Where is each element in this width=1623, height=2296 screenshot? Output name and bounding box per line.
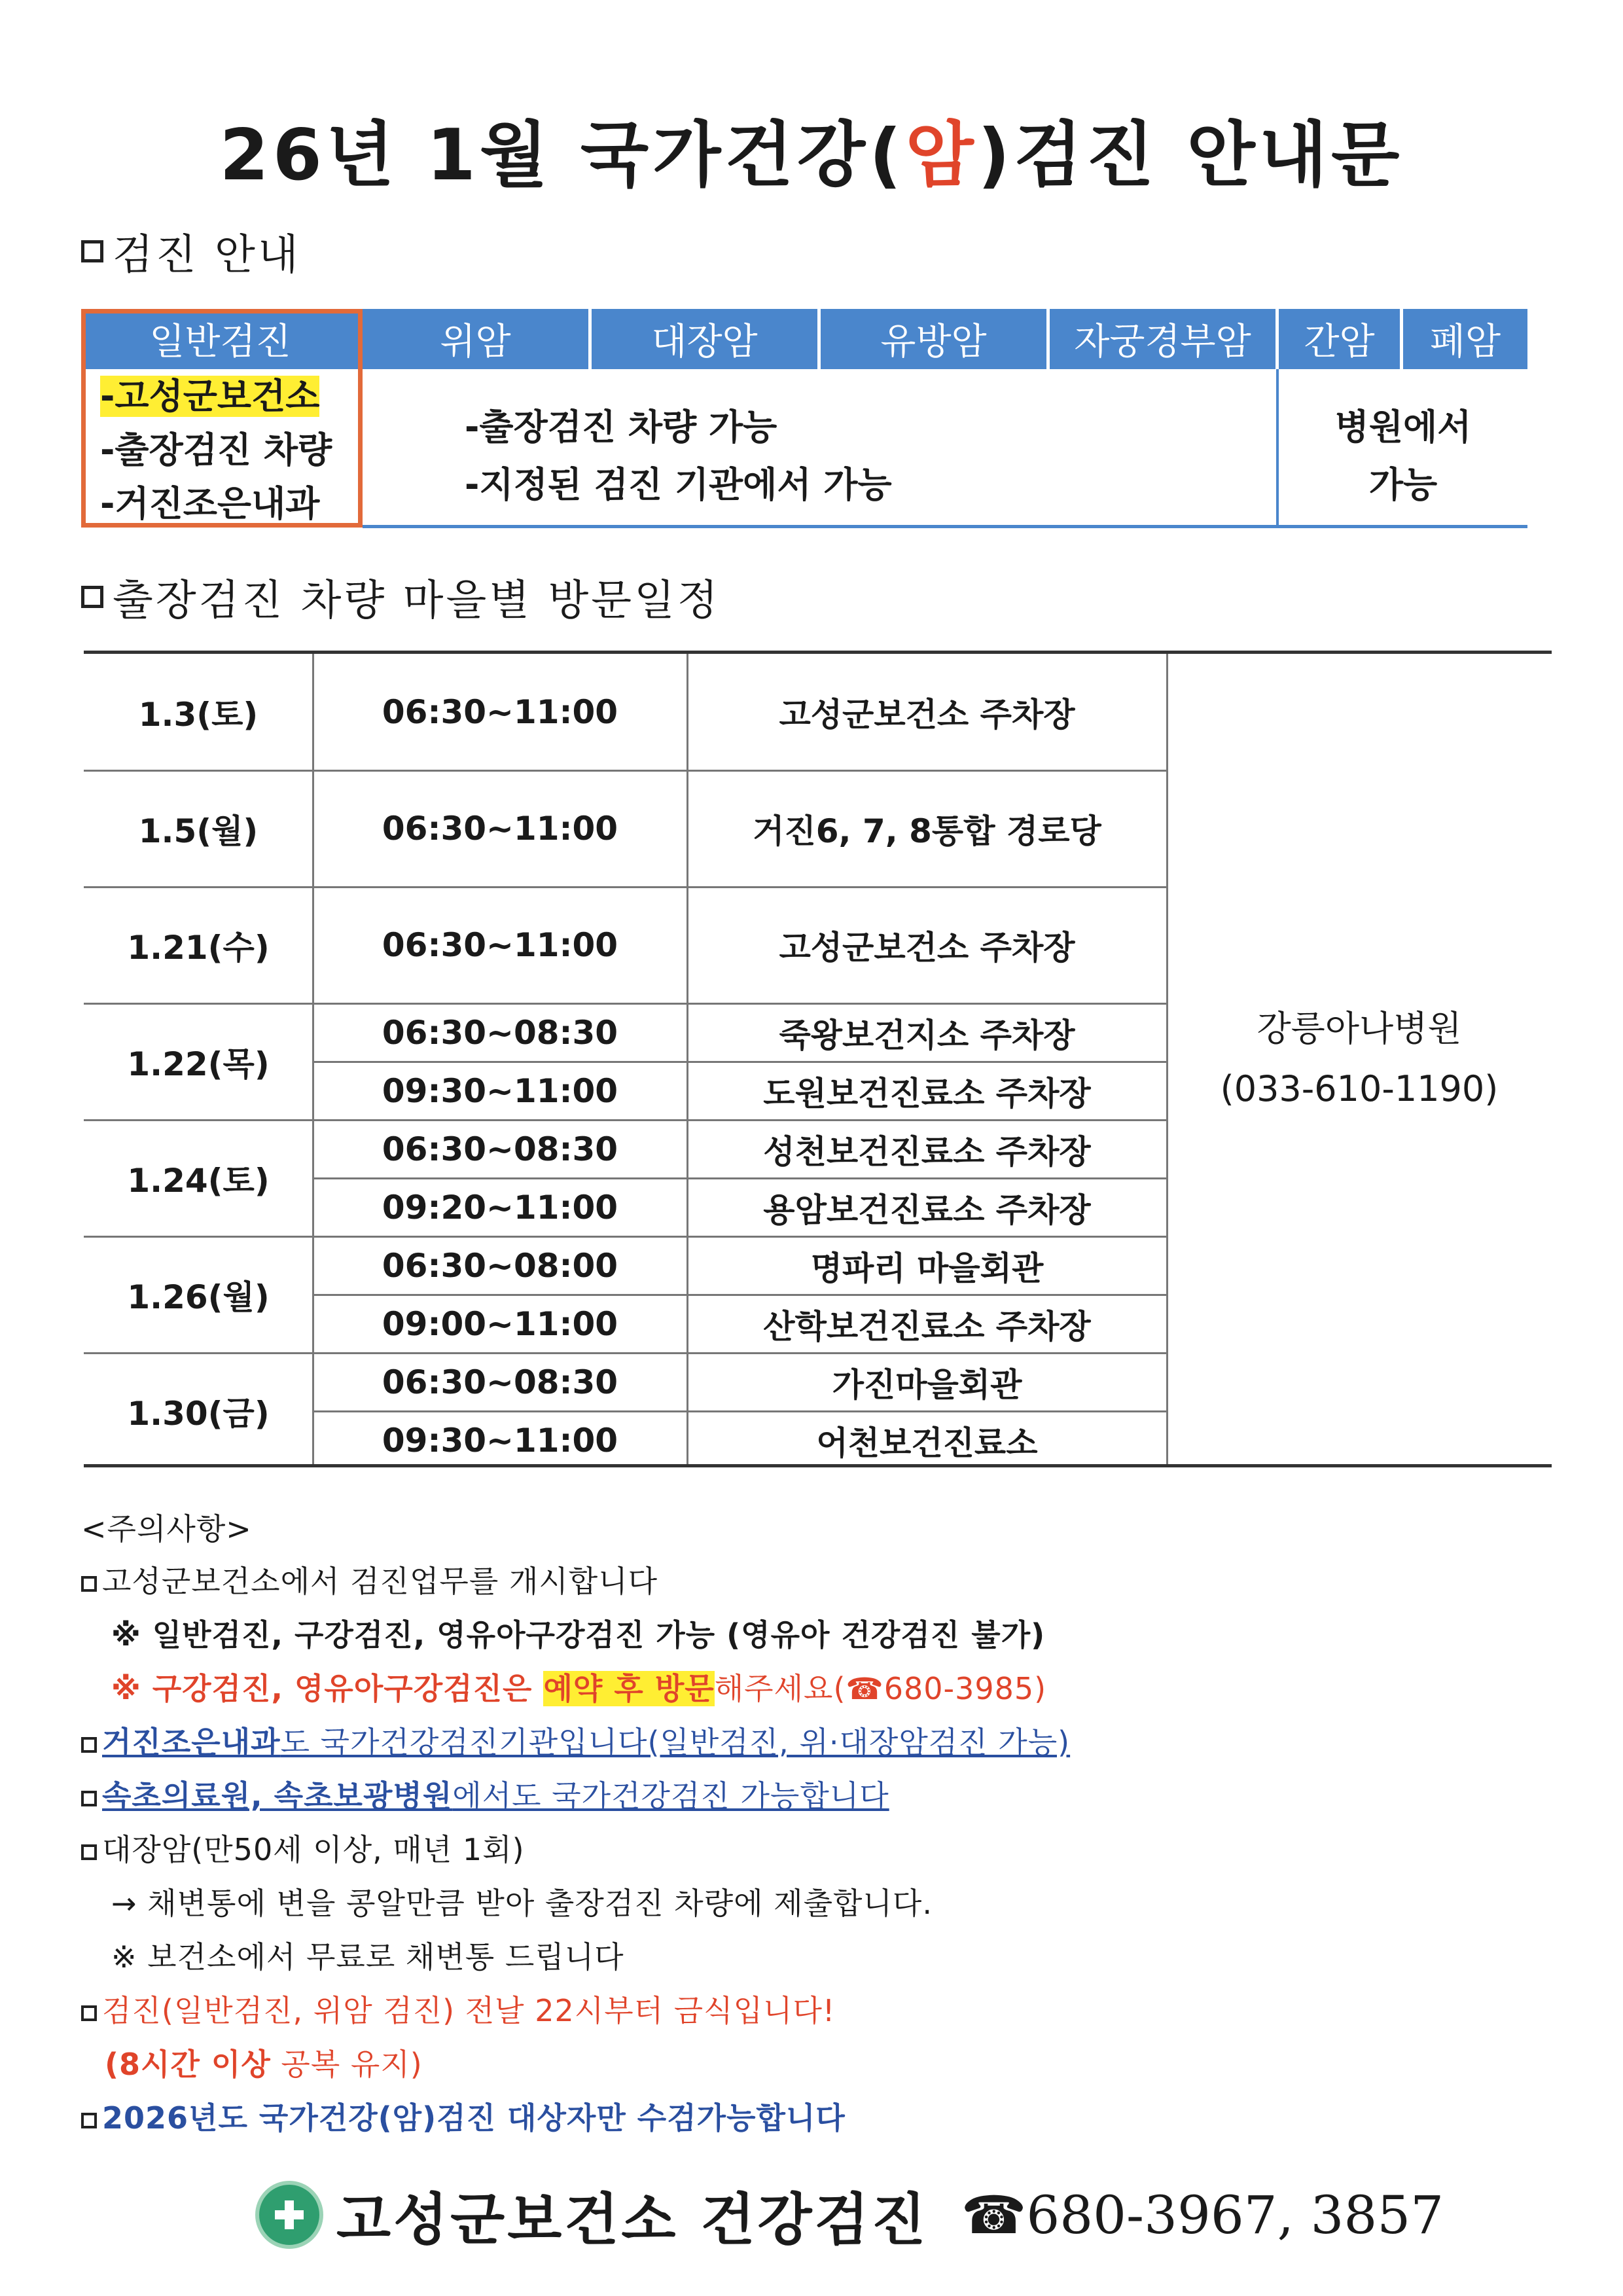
note-subitem: ※ 보건소에서 무료로 채변통 드립니다: [111, 1939, 624, 1975]
note-item: 속초의료원, 속초보광병원에서도 국가건강검진 가능합니다: [81, 1772, 889, 1816]
checkbox-icon: [81, 2005, 97, 2021]
right-line: 가능: [1368, 464, 1438, 505]
schedule-date: 1.26(월): [127, 1278, 270, 1316]
note-item: 대장암(만50세 이상, 매년 1회): [81, 1826, 525, 1869]
schedule-place: 도원보건진료소 주차장: [763, 1074, 1091, 1113]
general-item: -고성군보건소: [100, 376, 320, 417]
header-breast: 유방암: [821, 309, 1050, 369]
schedule-place: 용암보건진료소 주차장: [763, 1191, 1091, 1229]
schedule-place: 산학보건진료소 주차장: [763, 1307, 1091, 1346]
note-subitem: → 채변통에 변을 콩알만큼 받아 출장검진 차량에 제출합니다.: [111, 1886, 933, 1921]
column-divider: [687, 654, 688, 1464]
checkbox-icon: [81, 586, 103, 608]
row-divider: [313, 1177, 1167, 1179]
schedule-time: 06:30~08:30: [382, 1363, 618, 1401]
column-divider: [312, 654, 314, 1464]
checkbox-icon: [81, 1844, 97, 1860]
page-title: 26년 1월 국가건강(암)검진 안내문: [219, 115, 1404, 196]
general-checkup-box: [81, 309, 363, 528]
schedule-time: 09:00~11:00: [382, 1304, 618, 1343]
checkbox-icon: [81, 240, 103, 262]
hospital-info: [1167, 654, 1552, 1464]
notes-heading: <주의사항>: [81, 1511, 252, 1547]
note-item: 거진조은내과도 국가건강검진기관입니다(일반검진, 위·대장암검진 가능): [81, 1719, 1070, 1762]
footer: [255, 2174, 1444, 2255]
schedule-time: 09:30~11:00: [382, 1421, 618, 1460]
hospital-phone: (033-610-1190): [1220, 1068, 1499, 1109]
footer-phone: ☎680-3967, 3857: [961, 2184, 1444, 2246]
checkbox-icon: [81, 2113, 97, 2128]
header-stomach: 위암: [363, 309, 592, 369]
row-divider: [313, 1410, 1167, 1412]
note-item: 고성군보건소에서 검진업무를 개시합니다: [81, 1558, 658, 1601]
schedule-place: 성천보건진료소 주차장: [763, 1132, 1091, 1171]
checkbox-icon: [81, 1576, 97, 1592]
note-item: 2026년도 국가건강(암)검진 대상자만 수검가능합니다: [81, 2094, 846, 2138]
schedule-time: 06:30~08:30: [382, 1013, 618, 1052]
header-liver: 간암: [1279, 309, 1403, 369]
general-item: -출장검진 차량: [100, 429, 332, 471]
schedule-table: [84, 651, 1552, 1467]
schedule-time: 09:20~11:00: [382, 1188, 618, 1227]
schedule-time: 09:30~11:00: [382, 1071, 618, 1110]
note-item: 검진(일반검진, 위암 검진) 전날 22시부터 금식입니다!: [81, 1987, 835, 2030]
schedule-place: 거진6, 7, 8통합 경로당: [753, 812, 1101, 850]
schedule-place: 고성군보건소 주차장: [779, 929, 1075, 967]
row-divider: [313, 1294, 1167, 1296]
schedule-time: 06:30~11:00: [382, 810, 618, 848]
header-general: 일반검진: [81, 309, 363, 369]
hospital-name: 강릉아나병원: [1257, 1008, 1462, 1049]
schedule-date: 1.30(금): [127, 1395, 270, 1433]
middle-line: -지정된 검진 기관에서 가능: [465, 464, 892, 505]
schedule-time: 06:30~11:00: [382, 926, 618, 964]
note-subitem: ※ 일반검진, 구강검진, 영유아구강검진 가능 (영유아 건강검진 불가): [111, 1617, 1046, 1653]
schedule-date: 1.22(목): [127, 1045, 270, 1083]
schedule-time: 06:30~11:00: [382, 693, 618, 731]
health-center-logo-icon: [255, 2181, 323, 2249]
schedule-place: 죽왕보건지소 주차장: [779, 1016, 1075, 1054]
general-item: -거진조은내과: [100, 483, 320, 524]
table-bottom-rule: [363, 525, 1527, 528]
header-colon: 대장암: [592, 309, 821, 369]
section-heading-visit-schedule: 출장검진 차량 마을별 방문일정: [81, 567, 721, 627]
schedule-place: 어천보건진료소: [816, 1424, 1038, 1462]
schedule-place: 명파리 마을회관: [810, 1249, 1044, 1287]
note-subitem: (8시간 이상 공복 유지): [105, 2047, 423, 2082]
footer-org: 고성군보건소 건강검진: [336, 2187, 929, 2253]
header-cervical: 자궁경부암: [1050, 309, 1279, 369]
schedule-date: 1.21(수): [127, 929, 270, 967]
schedule-place: 가진마을회관: [832, 1365, 1022, 1404]
row-divider: [313, 1061, 1167, 1063]
schedule-time: 06:30~08:30: [382, 1130, 618, 1168]
schedule-date: 1.24(토): [127, 1162, 270, 1200]
schedule-time: 06:30~08:00: [382, 1246, 618, 1285]
schedule-date: 1.5(월): [138, 812, 259, 850]
header-lung: 폐암: [1403, 309, 1527, 369]
schedule-place: 고성군보건소 주차장: [779, 696, 1075, 734]
section-heading-checkup-guide: 검진 안내: [81, 221, 301, 281]
schedule-date: 1.3(토): [138, 696, 259, 734]
middle-line: -출장검진 차량 가능: [465, 406, 777, 448]
note-subitem: ※ 구강검진, 영유아구강검진은 예약 후 방문해주세요(☎680-3985): [111, 1671, 1047, 1706]
checkbox-icon: [81, 1737, 97, 1753]
checkbox-icon: [81, 1791, 97, 1806]
right-line: 병원에서: [1334, 406, 1472, 448]
